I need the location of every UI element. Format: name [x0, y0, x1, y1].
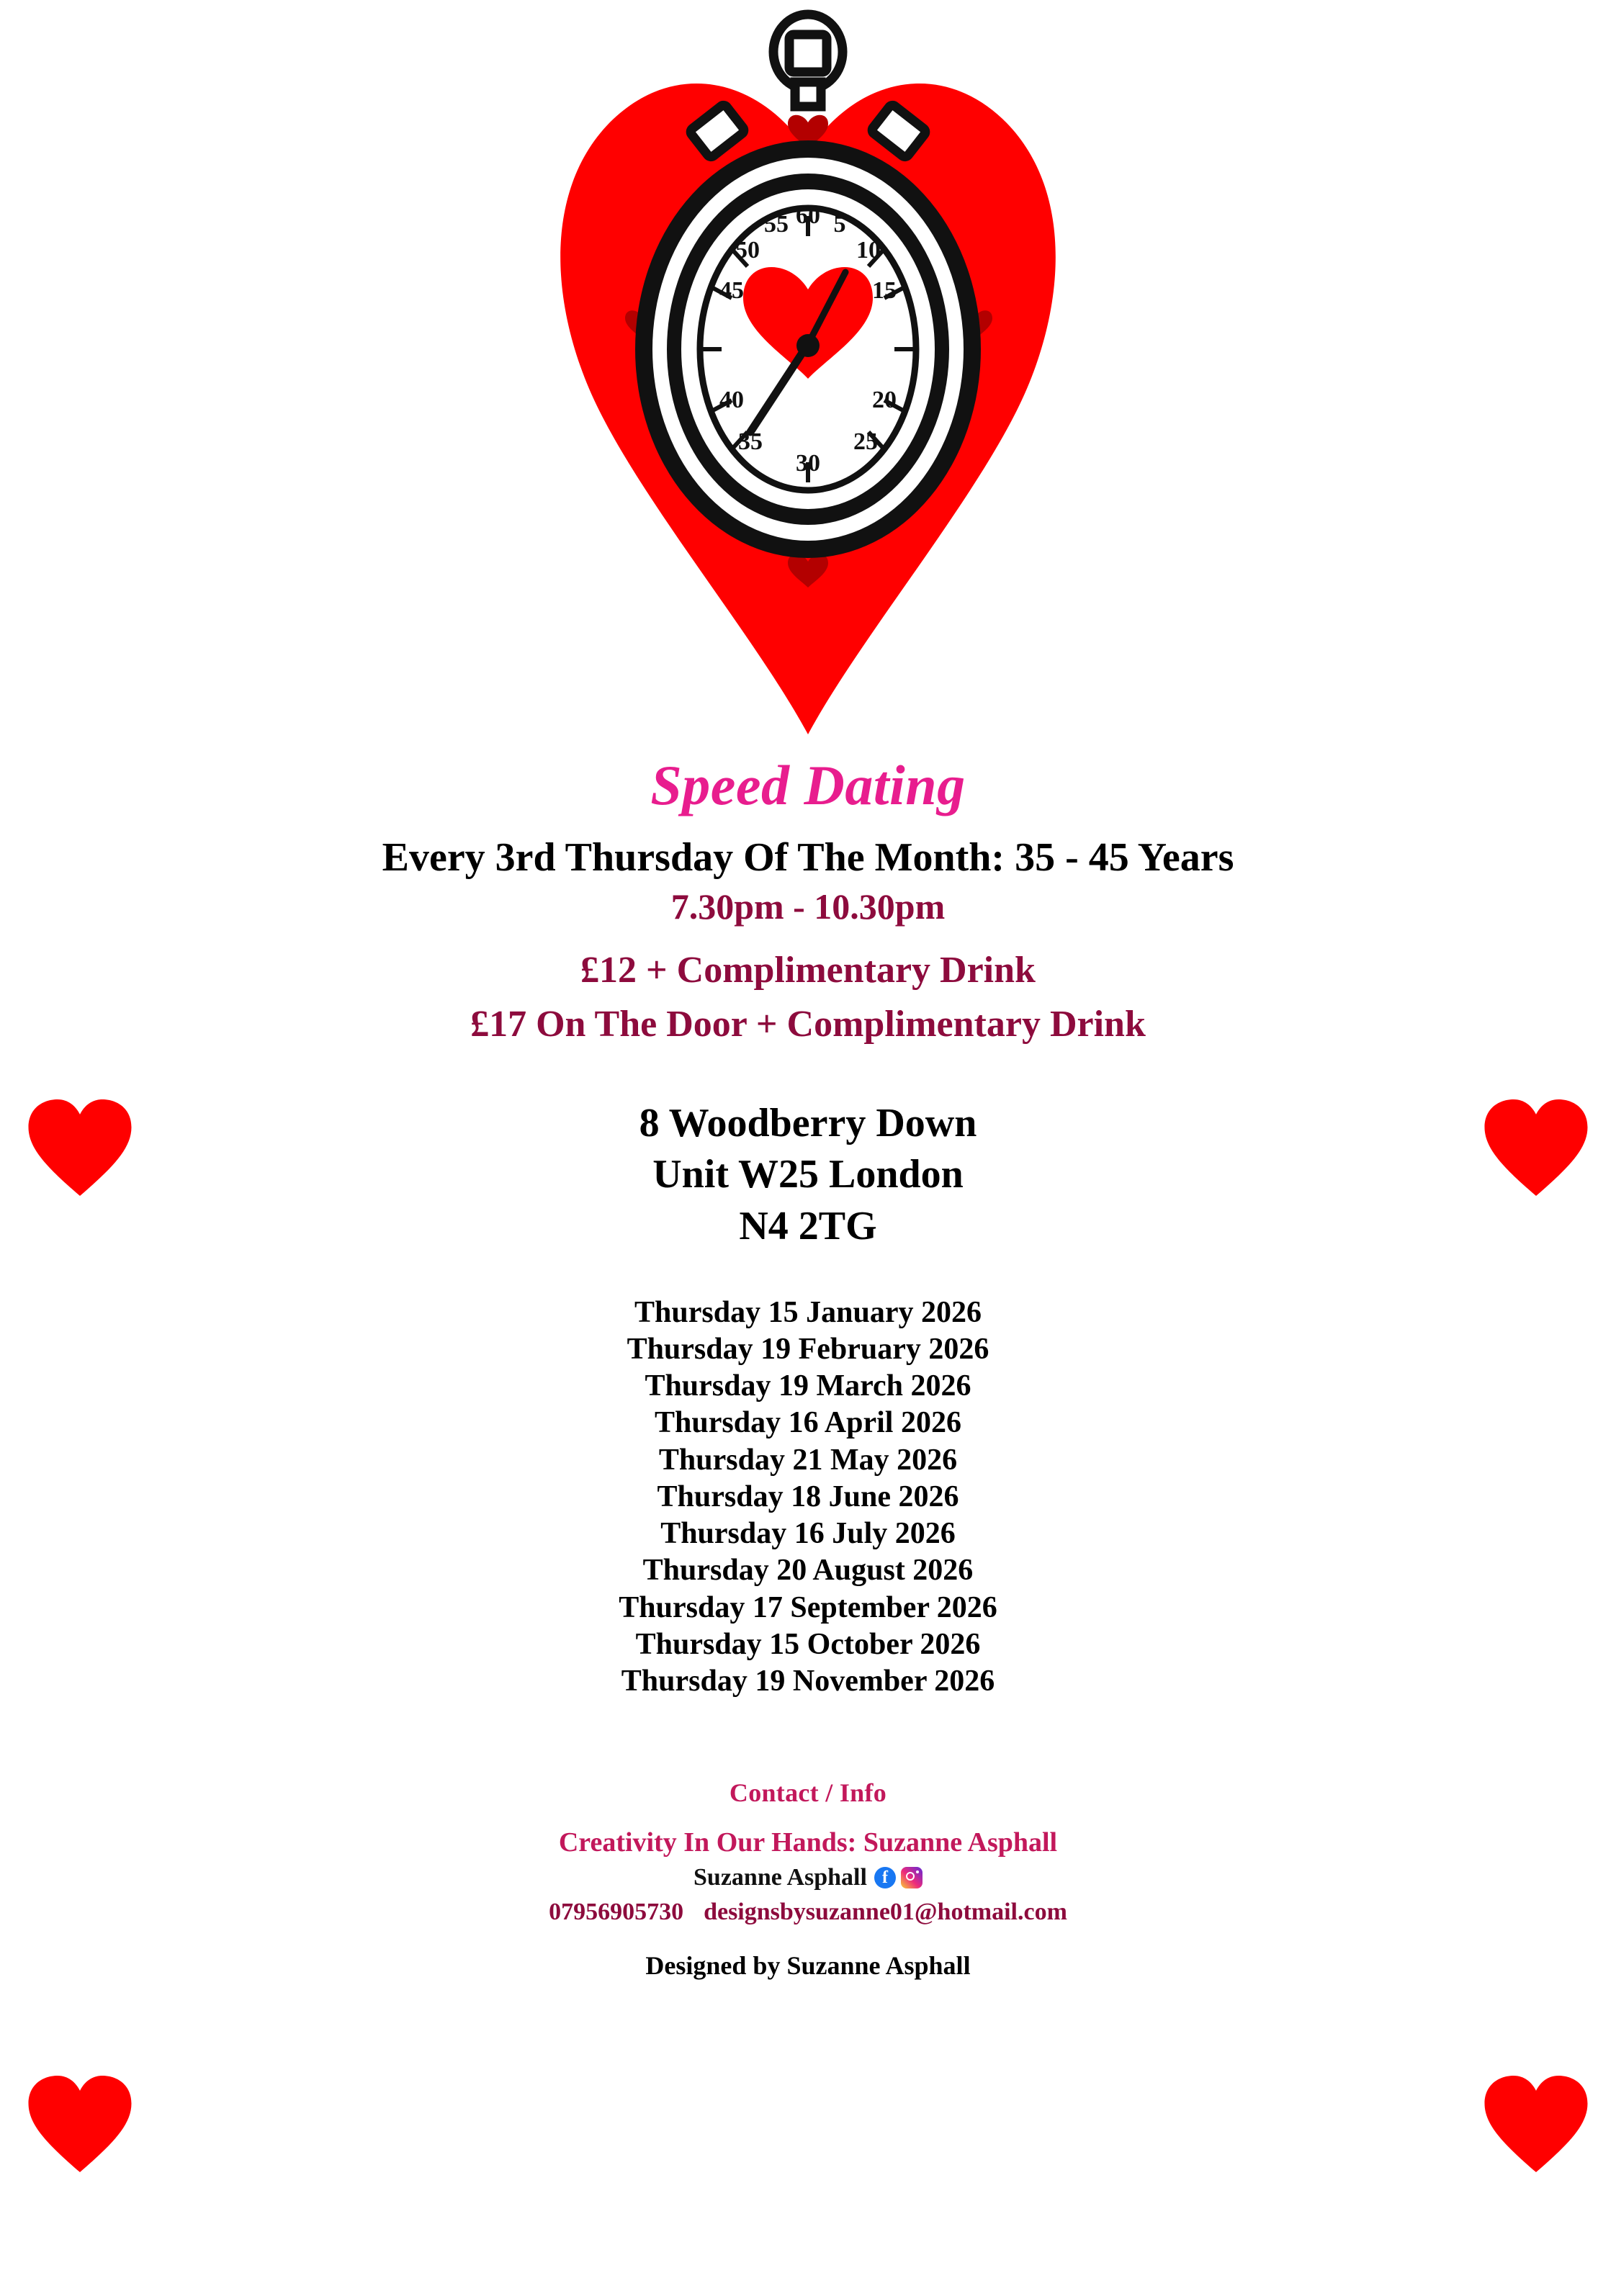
svg-text:60: 60 [796, 202, 820, 229]
list-item: Thursday 16 July 2026 [660, 1517, 956, 1551]
svg-text:55: 55 [764, 211, 789, 238]
svg-text:20: 20 [872, 387, 897, 413]
svg-text:25: 25 [853, 428, 878, 455]
list-item: Thursday 20 August 2026 [642, 1554, 974, 1588]
address-line-2: Unit W25 London [652, 1152, 964, 1197]
svg-text:35: 35 [738, 428, 763, 455]
list-item: Thursday 15 October 2026 [635, 1627, 981, 1661]
corner-heart-icon [26, 2074, 134, 2174]
instagram-icon[interactable] [901, 1867, 923, 1888]
person-row [0, 1864, 1616, 1891]
svg-text:5: 5 [833, 211, 846, 238]
event-subtitle: Every 3rd Thursday Of The Month: 35 - 45 Years [382, 834, 1234, 880]
corner-heart-icon [1482, 2074, 1590, 2174]
corner-heart-icon [1482, 1097, 1590, 1198]
date-list [0, 1295, 1616, 1701]
facebook-icon[interactable]: f [874, 1867, 896, 1888]
person-name: Suzanne Asphall [693, 1864, 867, 1891]
email-address[interactable]: designsbysuzanne01@hotmail.com [704, 1899, 1067, 1926]
social-icons [874, 1867, 923, 1888]
hero-illustration [0, 0, 1616, 749]
svg-text:30: 30 [796, 450, 820, 477]
business-name: Creativity In Our Hands: Suzanne Asphall [558, 1827, 1058, 1858]
contact-heading: Contact / Info [729, 1778, 887, 1808]
svg-text:45: 45 [719, 277, 744, 304]
address-line-3: N4 2TG [739, 1203, 877, 1248]
list-item: Thursday 19 February 2026 [627, 1332, 989, 1366]
svg-text:50: 50 [735, 237, 760, 264]
address-line-1: 8 Woodberry Down [639, 1100, 977, 1145]
corner-heart-icon [26, 1097, 134, 1198]
svg-text:15: 15 [872, 277, 897, 304]
list-item: Thursday 15 January 2026 [634, 1295, 982, 1329]
svg-text:10: 10 [856, 237, 881, 264]
list-item: Thursday 19 November 2026 [621, 1664, 995, 1698]
footer [0, 1778, 1616, 1981]
list-item: Thursday 17 September 2026 [619, 1590, 997, 1624]
svg-text:40: 40 [719, 387, 744, 413]
price-advance: £12 + Complimentary Drink [580, 949, 1036, 991]
page-title: Speed Dating [650, 754, 966, 816]
price-door: £17 On The Door + Complimentary Drink [470, 1003, 1146, 1045]
list-item: Thursday 16 April 2026 [655, 1406, 961, 1440]
event-time: 7.30pm - 10.30pm [670, 886, 946, 927]
heart-stopwatch-graphic [520, 7, 1096, 742]
venue-address [0, 1098, 1616, 1253]
list-item: Thursday 19 March 2026 [645, 1369, 971, 1403]
contact-details [0, 1899, 1616, 1926]
list-item: Thursday 18 June 2026 [657, 1480, 959, 1513]
list-item: Thursday 21 May 2026 [658, 1443, 958, 1477]
phone-number[interactable]: 07956905730 [549, 1899, 684, 1926]
designed-by: Designed by Suzanne Asphall [645, 1951, 971, 1981]
